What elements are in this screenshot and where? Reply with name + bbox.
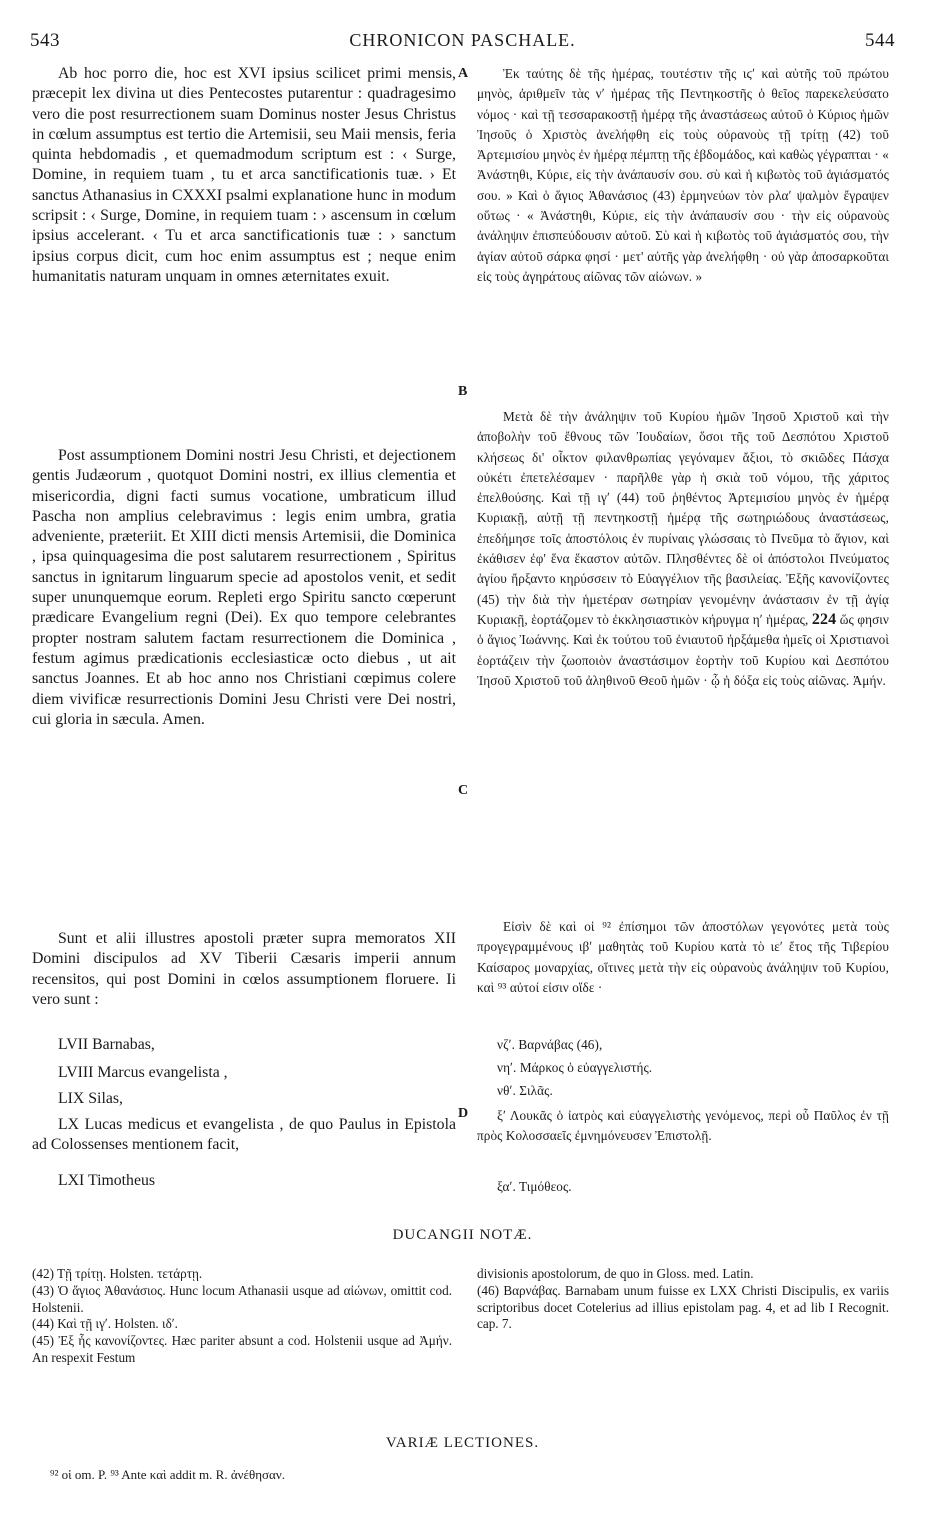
ducange-notes-title: DUCANGII NOTÆ. (392, 1227, 533, 1243)
greek-paragraph-1: Ἐκ ταύτης δὲ τῆς ἡμέρας, τουτέστιν τῆς ιϛʹ καὶ αὐτῆς τοῦ πρώτου μηνὸς, ἀριθμεῖν τὰς νʹ ἡμέρας τῆς Πεντηκοστῆς ὁ θεῖος παρεκελεύσατο νόμος · καὶ τῇ τεσσαρακοστῇ ἡμέρᾳ τῆς ἀναστάσεως αὐτοῦ ὁ Κύριος ἡμῶν Ἰησοῦς ὁ Χριστὸς ἀνελήφθη εἰς τοὺς οὐρανοὺς τῇ τρίτῃ (42) τοῦ Ἀρτεμισίου μηνὸς ἐν ἡμέρᾳ πέμπτῃ τῆς ἑβδομάδος, καὶ καθὼς γέγραπται · « Ἀνάστηθι, Κύριε, εἰς τὴν ἀνάπαυσίν σου. σὺ καὶ ἡ κιβωτὸς τοῦ ἁγιάσματός σου. » Καὶ ὁ ἅγιος Ἀθανάσιος (43) ἑρμηνεύων τὸν ρλαʹ ψαλμὸν ἔγραψεν οὕτως · « Ἀνάστηθι, Κύριε, εἰς τὴν ἀνάπαυσίν σου · τὴν εἰς οὐρανοὺς ἀνάληψιν ἐπισπεύδουσιν αὐτοῦ. Σὺ καὶ ἡ κιβωτὸς τοῦ ἁγιάσματός σου, τὴν ἁγίαν αὐτοῦ σάρκα φησί · μετ' αὐτῆς γὰρ ἀνελήφθη · οὐ γὰρ ἀποσαρκοῦται εἰς τοὺς ἀγηράτους αἰῶνας τῶν αἰώνων. » (477, 66, 889, 284)
greek-paragraph-2-part-2: ὥς φησιν ὁ ἅγιος Ἰωάννης. Καὶ ἐκ τούτου τοῦ ἐνιαυτοῦ ἠρξάμεθα ἡμεῖς οἱ Χριστιανοὶ ἑορτάζειν τὴν ζωοποιὸν ἀναστάσιμον ἑορτὴν τοῦ Κυρίου καὶ Δεσπότου Ἰησοῦ Χριστοῦ τοῦ ἀληθινοῦ Θεοῦ ἡμῶν · ᾧ ἡ δόξα εἰς τοὺς αἰῶνας. Ἀμήν. (477, 611, 889, 688)
latin-paragraph-3: Sunt et alii illustres apostoli præter supra memoratos XII Domini discipulos ad XV Tiberii Cæsaris imperii annum recensitos, qui post Domini in cœlos assumptionem floruere. Ii vero sunt : (32, 930, 456, 1008)
latin-entry-lx: LX Lucas medicus et evangelista , de quo Paulus in Epistola ad Colossenses mentionem facit, (32, 1116, 456, 1154)
greek-paragraph-3: Εἰσὶν δὲ καὶ οἱ ⁹² ἐπίσημοι τῶν ἀποστόλων γεγονότες μετὰ τοὺς προγεγραμμένους ιβʹ μαθητὰς τοῦ Κυρίου κατὰ τὸ ιεʹ ἔτος τῆς Τιβερίου Καίσαρος μοναρχίας, οἵτινες μετὰ τὴν εἰς οὐρανοὺς ἀνάληψιν τοῦ Κυρίου, καὶ ⁹³ αὐτοί εἰσιν οἵδε · (477, 919, 889, 995)
greek-entry-xia: ξαʹ. Τιμόθεος. (497, 1179, 572, 1194)
note-42: (42) Τῇ τρίτῃ. Holsten. τετάρτῃ. (32, 1266, 203, 1281)
note-43: (43) Ὁ ἅγιος Ἀθανάσιος. Hunc locum Athanasii usque ad αἰώνων, omittit cod. Holstenii. (32, 1282, 452, 1315)
latin-column-3 (32, 929, 456, 1209)
margin-mark-a: A (458, 66, 469, 81)
greek-paragraph-2-part-1: Μετὰ δὲ τὴν ἀνάληψιν τοῦ Κυρίου ἡμῶν Ἰησοῦ Χριστοῦ καὶ τὴν ἀποβολὴν τοῦ ἔθνους τῶν Ἰουδαίων, ὅσοι τῆς τοῦ Δεσπότου Χριστοῦ κλήσεως δι' οἶκτον φιλανθρωπίας γεγόναμεν ἄξιοι, τὸ σκιῶδες Πάσχα οὐκέτι ἐπετελέσαμεν · παρῆλθε γὰρ ἡ σκιὰ τοῦ νόμου, τῆς χάριτος ἐπελθούσης. Καὶ τῇ ιγʹ (44) τοῦ ῥηθέντος Ἀρτεμισίου μηνὸς ἐν ἡμέρᾳ Κυριακῇ, αὐτῇ τῇ πεντηκοστῇ ἡμέρᾳ τῆς σωτηριώδους ἀναστάσεως, ἐπεδήμησε τοῖς ἀποστόλοις ἐν πυρίναις γλώσσαις τὸ Πνεῦμα τὸ ἅγιον, καὶ ἐκάθισεν ἐφ' ἕνα ἕκαστον αὐτῶν. Πλησθέντες δὲ οἱ ἀπόστολοι Πνεύματος ἁγίου ἤρξαντο κηρύσσειν τὸ Εὐαγγέλιον τῆς βασιλείας. Ἐξῆς κανονίζοντες (45) τὴν διὰ τὴν ἡμετέραν σωτηρίαν γενομένην ἀνάστασιν ἐν τῇ ἁγίᾳ Κυριακῇ, ἑορτάζομεν τὸ ἐκκλησιαστικὸν κήρυγμα ηʹ ἡμέρας, (477, 409, 889, 627)
margin-mark-c: C (458, 783, 469, 798)
greek-column-3 (477, 917, 889, 1207)
variae-lectiones-title: VARIÆ LECTIONES. (385, 1435, 540, 1451)
page-number-left: 543 (30, 30, 60, 51)
latin-paragraph-2: Post assumptionem Domini nostri Jesu Christi, et dejectionem gentis Judæorum , quotquot Domini nostri, ex illius clementia et misericordia, digni facti sumus vocatione, umbraticum illud Pascha non amplius celebravimus : legis enim umbra, gratia adveniente, præteriit. Et XIII dicti mensis Artemisii, die Dominica , ipsa quinquagesima die post salutarem resurrectionem , Spiritus sanctus in ignitarum linguarum specie ad apostolos venit, et sedit super ununquemque eorum. Repleti ergo Spiritu sancto cœperunt prædicare Evangelium regni (Dei). Ex quo tempore celebrantes propter nostram salutem factam resurrectionem die Dominica , festum agimus prædicationis ecclesiasticæ octo diebus , ut ait sanctus Joannes. Et ab hoc anno nos Christiani cœpimus colere diem vivificæ resurrectionis Domini Jesu Christi vere Dei nostri, cui gloria in sæcula. Amen. (32, 447, 456, 728)
ducange-notes-left (32, 1266, 452, 1367)
note-45: (45) Ἐξ ἧς κανονίζοντες. Hæc pariter absunt a cod. Holstenii usque ad Ἀμήν. An respexit Festum (32, 1333, 452, 1365)
latin-entry-lvii: LVII Barnabas, (58, 1036, 155, 1053)
ducange-notes-right (477, 1266, 889, 1333)
latin-column (32, 64, 456, 287)
latin-entry-lix: LIX Silas, (58, 1090, 123, 1107)
latin-entry-lxi: LXI Timotheus (58, 1172, 155, 1189)
greek-column (477, 64, 889, 287)
greek-entry-nz: νζʹ. Βαρνάβας (46), (497, 1037, 603, 1052)
latin-paragraph-1: Ab hoc porro die, hoc est XVI ipsius scilicet primi mensis, præcepit lex divina ut dies Pentecostes putarentur : quadragesimo vero die post resurrectionem suam Dominus noster Jesus Christus in cœlum assumptus est tertio die Artemisii, seu Maii mensis, feria quinta hebdomadis , et quemadmodum scriptum est : ‹ Surge, Domine, in requiem tuam , tu et arca sanctificationis tuæ. › Et sanctus Athanasius in CXXXI psalmi explanatione hunc in modum scripsit : ‹ Surge, Domine, in requiem tuam : › ascensum in cœlum ipsius accelerant. ‹ Tu et arca sanctificationis tuæ : › sanctum ipsius corpus dicit, cum hoc enim assumptus est ; neque enim humanitatis naturam unquam in omnes æternitates exuit. (32, 65, 456, 285)
variae-lectiones-text: ⁹² οἱ om. P. ⁹³ Ante καὶ addit m. R. ἀνέθησαν. (50, 1467, 285, 1482)
greek-entry-nh: νηʹ. Μάρκος ὁ εὐαγγελιστής. (497, 1060, 653, 1075)
latin-column-2 (32, 446, 456, 730)
greek-paragraph-2 (477, 407, 889, 691)
running-title: CHRONICON PASCHALE. (349, 30, 576, 50)
note-46: (46) Βαρνάβας. Barnabam unum fuisse ex LXX Christi Discipulis, ex variis scriptoribus docet Cotelerius ad illius epistolam pag. 4, et ad lib I Recognit. cap. 7. (477, 1282, 889, 1332)
folio-number: 224 (811, 610, 837, 628)
note-44: (44) Καὶ τῇ ιγʹ. Holsten. ιδʹ. (32, 1316, 178, 1332)
running-header (30, 30, 895, 56)
greek-entry-xi: ξʹ Λουκᾶς ὁ ἰατρὸς καὶ εὐαγγελιστὴς γενόμενος, περὶ οὗ Παῦλος ἐν τῇ πρὸς Κολοσσαεῖς ἐμνημόνευσεν Ἐπιστολῇ. (477, 1108, 889, 1144)
margin-mark-b: B (458, 384, 468, 399)
margin-mark-d: D (458, 1106, 469, 1121)
note-45-continued: divisionis apostolorum, de quo in Gloss. med. Latin. (477, 1266, 754, 1281)
greek-column-2 (477, 407, 889, 691)
latin-entry-lviii: LVIII Marcus evangelista , (58, 1064, 228, 1081)
greek-entry-nth: νθʹ. Σιλᾶς. (497, 1083, 553, 1098)
page-number-right: 544 (865, 30, 895, 51)
